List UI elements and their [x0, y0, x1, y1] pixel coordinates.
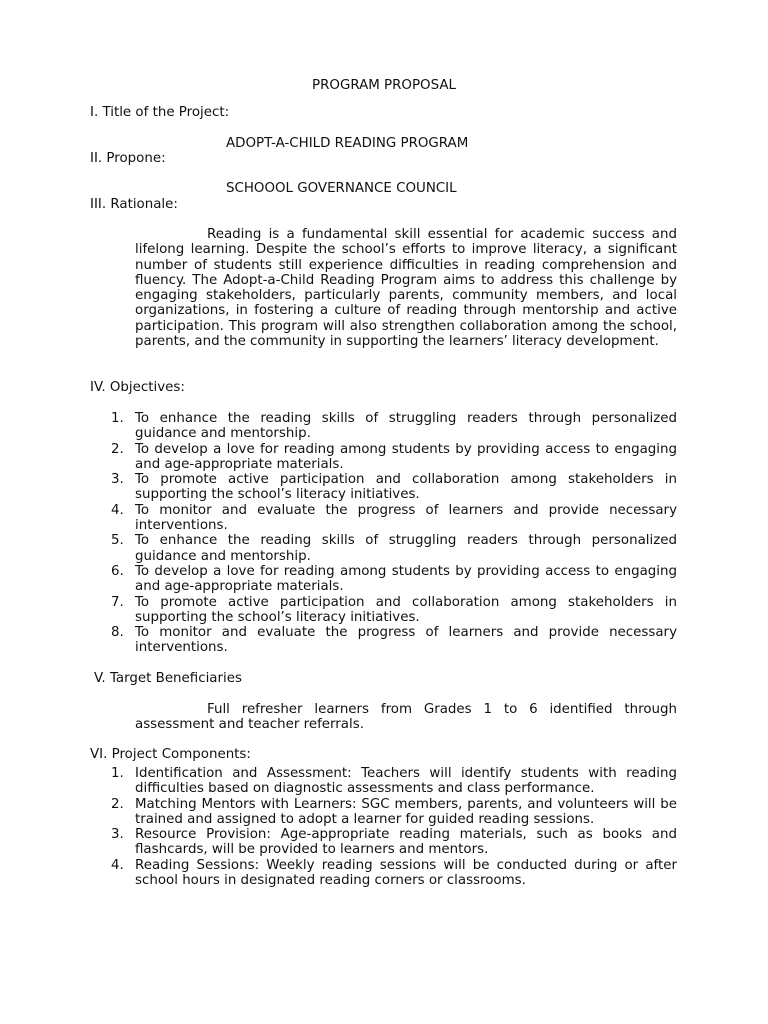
section-components-heading: VI. Project Components: [90, 747, 251, 762]
list-item-text: To enhance the reading skills of struggling readers through personalized guidance and mentorship. [135, 533, 677, 564]
list-item-text: Reading Sessions: Weekly reading sessions will be conducted during or after school hours in designated reading corners or classrooms. [135, 857, 677, 889]
section-proponent-heading: II. Propone: [90, 151, 166, 166]
list-item [111, 625, 677, 656]
list-item-text: Resource Provision: Age-appropriate reading materials, such as books and flashcards, will be provided to learners and mentors. [135, 827, 677, 858]
target-paragraph: Full refresher learners from Grades 1 to 6 identified through assessment and teacher referrals. [135, 702, 677, 733]
section-objectives-heading: IV. Objectives: [90, 380, 185, 395]
document-title: PROGRAM PROPOSAL [312, 78, 456, 93]
list-item-number: 4. [111, 857, 124, 873]
list-item-number: 1. [111, 766, 124, 781]
list-item-number: 3. [111, 472, 124, 488]
list-item-text: To develop a love for reading among students by providing access to engaging and age-appropriate materials. [135, 441, 677, 472]
components-list [111, 766, 677, 888]
list-item-number: 6. [111, 563, 124, 579]
list-item-text: To develop a love for reading among students by providing access to engaging and age-appropriate materials. [135, 563, 677, 595]
list-item-number: 4. [111, 502, 124, 518]
list-item-text: To promote active participation and collaboration among stakeholders in supporting the school’s literacy initiatives. [135, 594, 677, 625]
list-item [111, 827, 677, 858]
list-item-number: 3. [111, 827, 124, 843]
list-item-text: To monitor and evaluate the progress of learners and provide necessary interventions. [135, 625, 677, 656]
proponent-name: SCHOOOL GOVERNANCE COUNCIL [226, 181, 457, 196]
list-item-text: To monitor and evaluate the progress of learners and provide necessary interventions. [135, 502, 677, 534]
section-target-heading: V. Target Beneficiaries [94, 671, 242, 686]
rationale-paragraph: Reading is a fundamental skill essential for academic success and lifelong learning. Despite the school’s efforts to improve literacy, a significant number of students still experience difficulties in reading comprehension and fluency. The Adopt-a-Child Reading Program aims to address this challenge by engaging stakeholders, particularly parents, community members, and local organizations, in fostering a culture of reading through mentorship and active participation. This program will also strengthen collaboration among the school, parents, and the community in supporting the learners’ literacy development. [135, 227, 677, 350]
section-rationale-heading: III. Rationale: [90, 197, 178, 212]
list-item-text: Matching Mentors with Learners: SGC members, parents, and volunteers will be trained and assigned to adopt a learner for guided reading sessions. [135, 796, 677, 827]
list-item [111, 503, 677, 534]
list-item [111, 411, 677, 442]
list-item [111, 442, 677, 473]
project-title: ADOPT-A-CHILD READING PROGRAM [226, 136, 469, 151]
list-item [111, 595, 677, 626]
objectives-list [111, 411, 677, 656]
list-item-number: 1. [111, 411, 124, 426]
list-item-number: 2. [111, 796, 124, 812]
section-title-heading: I. Title of the Project: [90, 105, 230, 120]
list-item [111, 766, 677, 797]
list-item-text: To promote active participation and collaboration among stakeholders in supporting the school’s literacy initiatives. [135, 472, 677, 503]
list-item-text: Identification and Assessment: Teachers will identify students with reading difficulties based on diagnostic assessments and class performance. [135, 766, 677, 797]
list-item-number: 7. [111, 594, 124, 610]
list-item-number: 5. [111, 533, 124, 549]
list-item [111, 564, 677, 595]
list-item [111, 858, 677, 889]
list-item-number: 2. [111, 441, 124, 457]
list-item [111, 533, 677, 564]
list-item-text: To enhance the reading skills of struggling readers through personalized guidance and mentorship. [135, 411, 677, 442]
list-item [111, 797, 677, 828]
list-item [111, 472, 677, 503]
list-item-number: 8. [111, 625, 124, 641]
